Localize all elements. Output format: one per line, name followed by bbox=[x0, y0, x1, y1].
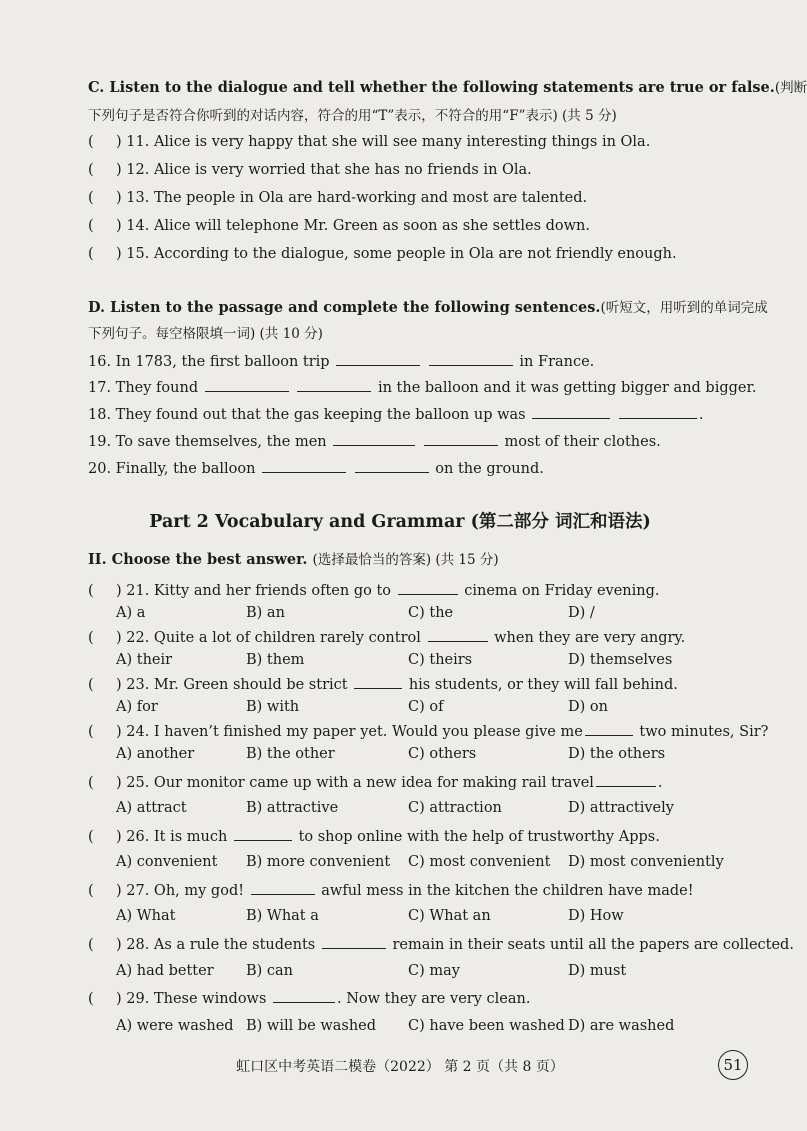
option-c[interactable]: C) have been washed bbox=[408, 1018, 565, 1034]
part2-title: Part 2 Vocabulary and Grammar (第二部分 词汇和语法) bbox=[149, 512, 651, 532]
option-d[interactable]: D) How bbox=[568, 908, 624, 924]
page-number-badge: 51 bbox=[718, 1050, 748, 1080]
answer-blank[interactable] bbox=[354, 674, 402, 689]
option-d[interactable]: D) most conveniently bbox=[568, 854, 724, 870]
question-29: ( ) 29. These windows . Now they are very clean. bbox=[88, 988, 530, 1009]
answer-blank[interactable] bbox=[355, 458, 429, 473]
answer-blank[interactable] bbox=[251, 880, 315, 895]
option-a[interactable]: A) attract bbox=[116, 800, 187, 816]
option-b[interactable]: B) can bbox=[246, 963, 294, 979]
option-a[interactable]: A) convenient bbox=[116, 854, 218, 870]
option-c[interactable]: C) What an bbox=[408, 908, 491, 924]
option-c[interactable]: C) others bbox=[408, 746, 477, 762]
question-24: ( ) 24. I haven’t finished my paper yet. Would you please give me two minutes, Sir? bbox=[88, 721, 768, 742]
question-15: ( ) 15. According to the dialogue, some people in Ola are not friendly enough. bbox=[88, 246, 677, 262]
answer-blank[interactable] bbox=[273, 988, 335, 1003]
answer-blank[interactable] bbox=[429, 351, 513, 366]
answer-blank[interactable] bbox=[336, 351, 420, 366]
question-27: ( ) 27. Oh, my god! awful mess in the kitchen the children have made! bbox=[88, 880, 694, 901]
answer-blank[interactable] bbox=[596, 772, 656, 787]
question-23: ( ) 23. Mr. Green should be strict his students, or they will fall behind. bbox=[88, 674, 678, 695]
option-d[interactable]: D) the others bbox=[568, 746, 666, 762]
option-b[interactable]: B) will be washed bbox=[246, 1018, 377, 1034]
section-d-title: D. Listen to the passage and complete the following sentences.(听短文，用听到的单词完成 bbox=[88, 299, 768, 316]
question-13: ( ) 13. The people in Ola are hard-working and most are talented. bbox=[88, 190, 588, 206]
option-c[interactable]: C) theirs bbox=[408, 652, 473, 668]
question-26: ( ) 26. It is much to shop online with the help of trustworthy Apps. bbox=[88, 826, 660, 847]
option-a[interactable]: A) had better bbox=[116, 963, 214, 979]
section-d-subtitle: 下列句子。每空格限填一词) (共 10 分) bbox=[88, 326, 323, 342]
answer-blank[interactable] bbox=[424, 431, 498, 446]
option-b[interactable]: B) the other bbox=[246, 746, 335, 762]
page-footer: 虹口区中考英语二模卷（2022） 第 2 页（共 8 页） bbox=[236, 1059, 564, 1075]
answer-blank[interactable] bbox=[428, 627, 488, 642]
option-c[interactable]: C) of bbox=[408, 699, 444, 715]
option-b[interactable]: B) them bbox=[246, 652, 305, 668]
option-d[interactable]: D) are washed bbox=[568, 1018, 675, 1034]
section-c-title: C. Listen to the dialogue and tell whether the following statements are true or false.(判断 bbox=[88, 79, 807, 96]
option-c[interactable]: C) the bbox=[408, 605, 454, 621]
option-c[interactable]: C) may bbox=[408, 963, 460, 979]
question-14: ( ) 14. Alice will telephone Mr. Green as soon as she settles down. bbox=[88, 218, 590, 234]
question-18: 18. They found out that the gas keeping the balloon up was . bbox=[88, 404, 703, 425]
answer-blank[interactable] bbox=[205, 377, 289, 392]
option-b[interactable]: B) with bbox=[246, 699, 300, 715]
option-b[interactable]: B) What a bbox=[246, 908, 319, 924]
option-d[interactable]: D) attractively bbox=[568, 800, 674, 816]
question-20: 20. Finally, the balloon on the ground. bbox=[88, 458, 544, 479]
answer-blank[interactable] bbox=[333, 431, 415, 446]
question-28: ( ) 28. As a rule the students remain in their seats until all the papers are collected. bbox=[88, 934, 794, 955]
answer-blank[interactable] bbox=[398, 580, 458, 595]
option-a[interactable]: A) a bbox=[116, 605, 146, 621]
option-d[interactable]: D) must bbox=[568, 963, 627, 979]
option-a[interactable]: A) another bbox=[116, 746, 195, 762]
answer-blank[interactable] bbox=[297, 377, 371, 392]
option-b[interactable]: B) more convenient bbox=[246, 854, 391, 870]
answer-blank[interactable] bbox=[322, 934, 386, 949]
question-12: ( ) 12. Alice is very worried that she has no friends in Ola. bbox=[88, 162, 532, 178]
question-22: ( ) 22. Quite a lot of children rarely control when they are very angry. bbox=[88, 627, 685, 648]
option-d[interactable]: D) themselves bbox=[568, 652, 673, 668]
question-17: 17. They found in the balloon and it was getting bigger and bigger. bbox=[88, 377, 756, 398]
question-21: ( ) 21. Kitty and her friends often go to cinema on Friday evening. bbox=[88, 580, 660, 601]
option-c[interactable]: C) most convenient bbox=[408, 854, 551, 870]
option-d[interactable]: D) / bbox=[568, 605, 595, 621]
option-b[interactable]: B) attractive bbox=[246, 800, 339, 816]
option-b[interactable]: B) an bbox=[246, 605, 285, 621]
question-11: ( ) 11. Alice is very happy that she will see many interesting things in Ola. bbox=[88, 134, 651, 150]
option-d[interactable]: D) on bbox=[568, 699, 608, 715]
answer-blank[interactable] bbox=[262, 458, 346, 473]
section-ii-title: II. Choose the best answer. (选择最恰当的答案) (共 15 分) bbox=[88, 551, 499, 568]
question-25: ( ) 25. Our monitor came up with a new idea for making rail travel . bbox=[88, 772, 663, 793]
answer-blank[interactable] bbox=[619, 404, 697, 419]
answer-blank[interactable] bbox=[532, 404, 610, 419]
option-a[interactable]: A) were washed bbox=[116, 1018, 234, 1034]
answer-blank[interactable] bbox=[234, 826, 292, 841]
option-a[interactable]: A) their bbox=[116, 652, 173, 668]
section-c-subtitle: 下列句子是否符合你听到的对话内容，符合的用“T”表示，不符合的用“F”表示) (共 5 分) bbox=[88, 108, 617, 124]
question-19: 19. To save themselves, the men most of their clothes. bbox=[88, 431, 661, 452]
option-a[interactable]: A) What bbox=[116, 908, 176, 924]
option-a[interactable]: A) for bbox=[116, 699, 158, 715]
answer-blank[interactable] bbox=[585, 721, 633, 736]
question-16: 16. In 1783, the first balloon trip in France. bbox=[88, 351, 594, 372]
option-c[interactable]: C) attraction bbox=[408, 800, 502, 816]
